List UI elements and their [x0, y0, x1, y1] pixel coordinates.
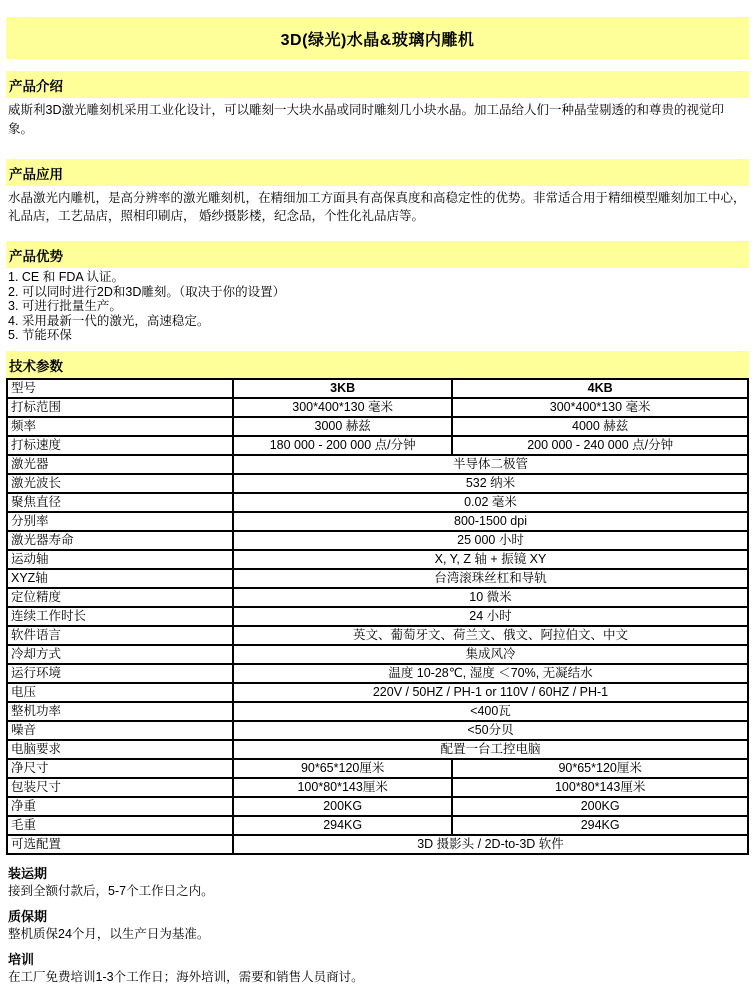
spec-label: 打标速度	[7, 436, 233, 455]
spec-row	[7, 702, 748, 721]
spec-row	[7, 835, 748, 854]
spec-value: <400瓦	[233, 702, 748, 721]
spec-label: 打标范围	[7, 398, 233, 417]
spec-label: 噪音	[7, 721, 233, 740]
spec-label: 型号	[7, 379, 233, 398]
spec-value: 800-1500 dpi	[233, 512, 748, 531]
section-heading-product-advantages: 产品优势	[6, 241, 749, 268]
spec-label: 定位精度	[7, 588, 233, 607]
spec-label: 频率	[7, 417, 233, 436]
spec-label: 整机功率	[7, 702, 233, 721]
spec-label: 电压	[7, 683, 233, 702]
spec-row	[7, 417, 748, 436]
spec-value: 台湾滚珠丝杠和导轨	[233, 569, 748, 588]
spec-value: 294KG	[452, 816, 748, 835]
spec-value: 90*65*120厘米	[233, 759, 452, 778]
spec-row	[7, 664, 748, 683]
spec-value: 200 000 - 240 000 点/分钟	[452, 436, 748, 455]
spec-row	[7, 797, 748, 816]
section-heading-warranty: 质保期	[8, 908, 48, 924]
spec-value: 90*65*120厘米	[452, 759, 748, 778]
spec-label: 运动轴	[7, 550, 233, 569]
spec-value: 300*400*130 毫米	[233, 398, 452, 417]
section-heading-product-application: 产品应用	[6, 159, 749, 186]
spec-row	[7, 531, 748, 550]
spec-value: X, Y, Z 轴 + 振镜 XY	[233, 550, 748, 569]
spec-label: 激光波长	[7, 474, 233, 493]
spec-value: 4000 赫兹	[452, 417, 748, 436]
spec-row	[7, 455, 748, 474]
shipping-text: 接到全额付款后，5-7个工作日之内。	[8, 883, 214, 898]
spec-label: 连续工作时长	[7, 607, 233, 626]
advantages-list	[6, 270, 749, 343]
spec-label: 毛重	[7, 816, 233, 835]
page-title: 3D(绿光)水晶&玻璃内雕机	[6, 17, 749, 59]
spec-row	[7, 379, 748, 398]
spec-row	[7, 626, 748, 645]
spec-value: 英文、葡萄牙文、荷兰文、俄文、阿拉伯文、中文	[233, 626, 748, 645]
spec-value: 3D 摄影头 / 2D-to-3D 软件	[233, 835, 748, 854]
spec-label: 净重	[7, 797, 233, 816]
spec-value: 0.02 毫米	[233, 493, 748, 512]
spec-row	[7, 645, 748, 664]
spec-row	[7, 550, 748, 569]
spec-value: 24 小时	[233, 607, 748, 626]
spec-label: 包装尺寸	[7, 778, 233, 797]
spec-table-body	[7, 379, 748, 854]
spec-value: 100*80*143厘米	[452, 778, 748, 797]
spec-value: 配置一台工控电脑	[233, 740, 748, 759]
advantage-item: 5. 节能环保	[8, 328, 72, 343]
spec-label: XYZ轴	[7, 569, 233, 588]
advantage-item: 4. 采用最新一代的激光，高速稳定。	[8, 313, 210, 328]
spec-row	[7, 740, 748, 759]
advantage-item: 1. CE 和 FDA 认证。	[8, 270, 124, 284]
product-intro-text: 威斯利3D激光雕刻机采用工业化设计，可以雕刻一大块水晶或同时雕刻几小块水晶。加工品给人们一种晶莹剔透的和尊贵的视觉印象。	[8, 103, 724, 136]
spec-row	[7, 588, 748, 607]
spec-row	[7, 493, 748, 512]
spec-value: 温度 10-28℃, 湿度 ＜70%, 无凝结水	[233, 664, 748, 683]
section-heading-shipping: 装运期	[8, 865, 48, 881]
training-text: 在工厂免费培训1-3个工作日；海外培训，需要和销售人员商讨。	[8, 969, 364, 984]
spec-label: 电脑要求	[7, 740, 233, 759]
spec-label: 分别率	[7, 512, 233, 531]
spec-value: 200KG	[233, 797, 452, 816]
spec-label: 激光器	[7, 455, 233, 474]
spec-row	[7, 759, 748, 778]
spec-value: 100*80*143厘米	[233, 778, 452, 797]
spec-value: 200KG	[452, 797, 748, 816]
spec-value: 半导体二极管	[233, 455, 748, 474]
spec-row	[7, 474, 748, 493]
spec-label: 可选配置	[7, 835, 233, 854]
spec-row	[7, 683, 748, 702]
spec-label: 激光器寿命	[7, 531, 233, 550]
spec-value: 3KB	[233, 379, 452, 398]
spec-row	[7, 398, 748, 417]
spec-value: 25 000 小时	[233, 531, 748, 550]
spec-label: 聚焦直径	[7, 493, 233, 512]
spec-value: <50分贝	[233, 721, 748, 740]
spec-value: 4KB	[452, 379, 748, 398]
warranty-text: 整机质保24个月，以生产日为基准。	[8, 926, 210, 941]
spec-value: 180 000 - 200 000 点/分钟	[233, 436, 452, 455]
spec-value: 532 纳米	[233, 474, 748, 493]
spec-value: 3000 赫兹	[233, 417, 452, 436]
advantage-item: 2. 可以同时进行2D和3D雕刻。（取决于你的设置）	[8, 284, 286, 299]
spec-label: 软件语言	[7, 626, 233, 645]
spec-row	[7, 721, 748, 740]
spec-row	[7, 436, 748, 455]
spec-row	[7, 512, 748, 531]
spec-table	[6, 378, 749, 855]
spec-value: 10 微米	[233, 588, 748, 607]
spec-value: 294KG	[233, 816, 452, 835]
spec-label: 冷却方式	[7, 645, 233, 664]
spec-value: 集成风冷	[233, 645, 748, 664]
spec-value: 220V / 50HZ / PH-1 or 110V / 60HZ / PH-1	[233, 683, 748, 702]
section-heading-product-intro: 产品介绍	[6, 71, 749, 98]
advantage-item: 3. 可进行批量生产。	[8, 299, 122, 314]
spec-label: 净尺寸	[7, 759, 233, 778]
spec-row	[7, 569, 748, 588]
spec-row	[7, 816, 748, 835]
section-heading-training: 培训	[8, 951, 35, 967]
spec-row	[7, 778, 748, 797]
section-heading-tech-specs: 技术参数	[6, 351, 749, 378]
spec-label: 运行环境	[7, 664, 233, 683]
spec-row	[7, 607, 748, 626]
product-application-text: 水晶激光内雕机，是高分辨率的激光雕刻机，在精细加工方面具有高保真度和高稳定性的优势。非常适合用于精细模型雕刻加工中心，礼品店，工艺品店，照相印刷店， 婚纱摄影楼，纪念品，个性化礼品店等。	[8, 190, 746, 224]
spec-value: 300*400*130 毫米	[452, 398, 748, 417]
